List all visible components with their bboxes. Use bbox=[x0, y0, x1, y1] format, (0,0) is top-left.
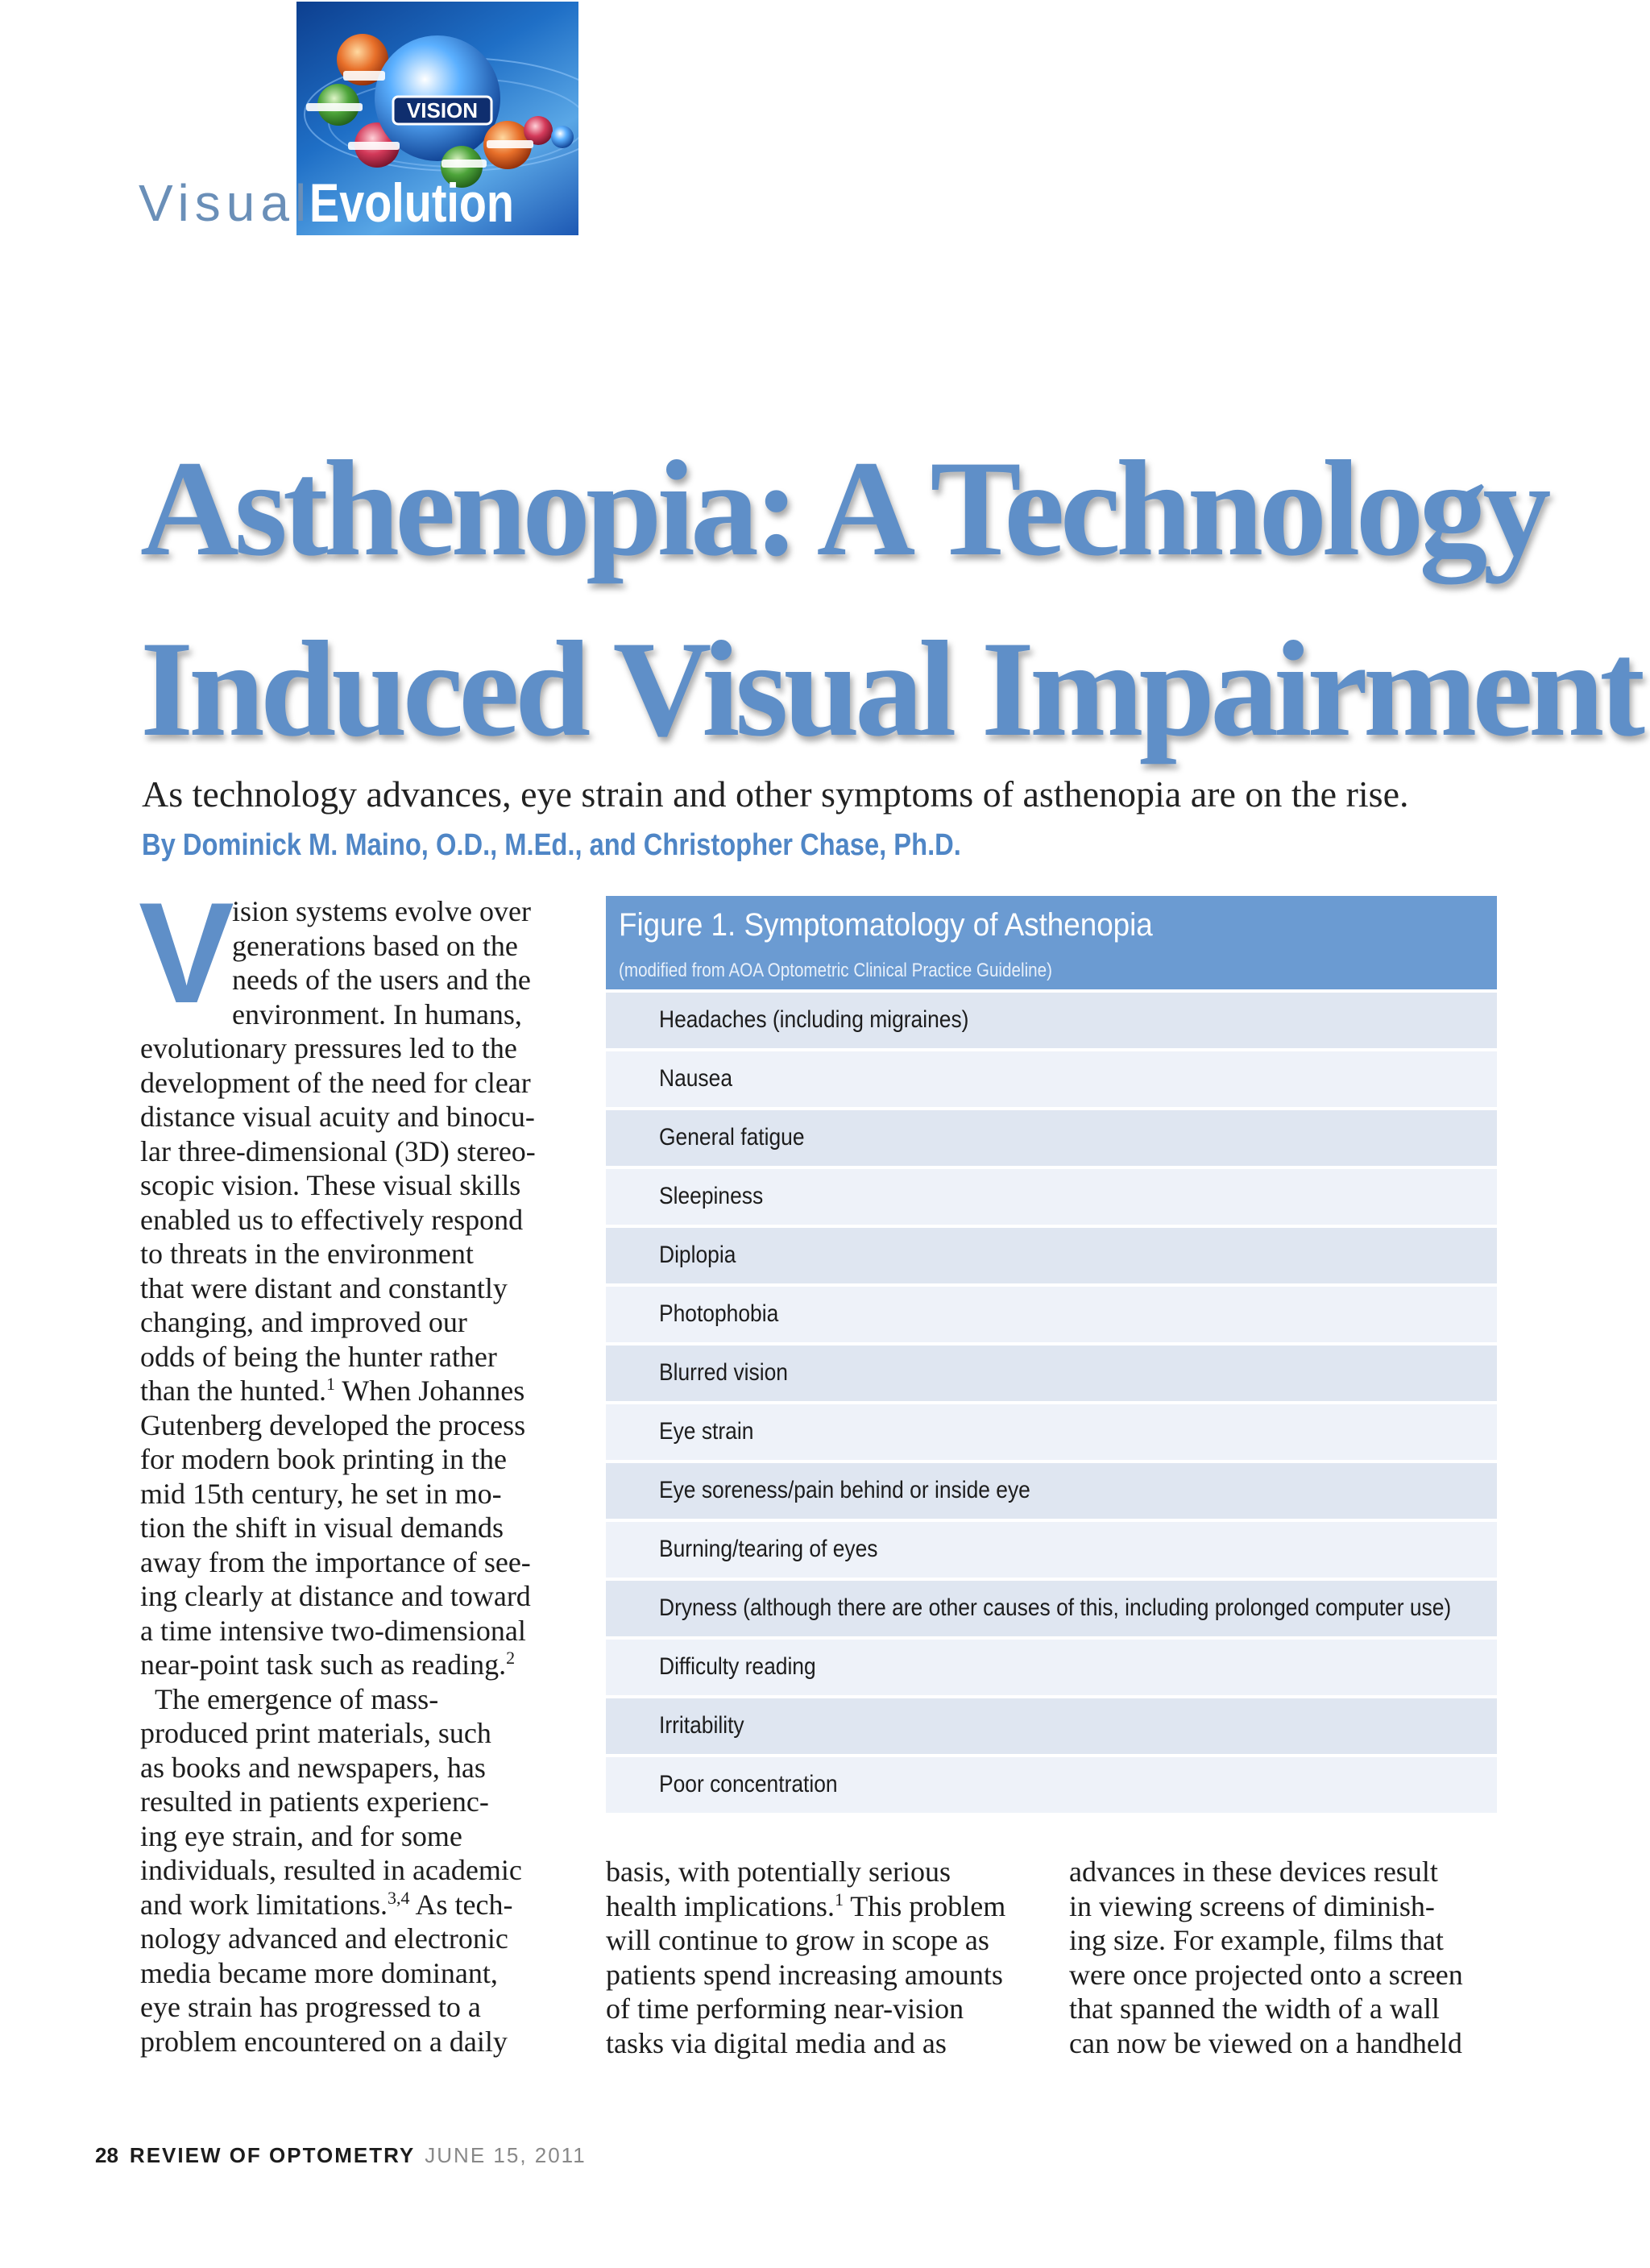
body-text: This problem bbox=[843, 1889, 1006, 1922]
symptom-label: Burning/tearing of eyes bbox=[659, 1536, 878, 1563]
body-text: When Johannes bbox=[334, 1374, 525, 1407]
body-line: away from the importance of see- bbox=[140, 1545, 531, 1578]
symptom-row bbox=[606, 1051, 1497, 1108]
body-line: eye strain has progressed to a bbox=[140, 1991, 481, 2023]
svg-text:VISION: VISION bbox=[406, 98, 479, 122]
article-byline: By Dominick M. Maino, O.D., M.Ed., and Christopher Chase, Ph.D. bbox=[142, 828, 961, 862]
body-line: ing eye strain, and for some bbox=[140, 1819, 462, 1852]
symptom-label: Eye strain bbox=[659, 1418, 754, 1445]
body-text: near-point task such as reading. bbox=[140, 1648, 507, 1681]
body-line: of time performing near-vision bbox=[606, 1992, 964, 2025]
body-column-2 bbox=[606, 1855, 1041, 2060]
symptom-row bbox=[606, 1757, 1497, 1814]
body-line: nology advanced and electronic bbox=[140, 1922, 508, 1955]
body-line: patients spend increasing amounts bbox=[606, 1958, 1003, 1991]
symptom-label: Headaches (including migraines) bbox=[659, 1006, 969, 1034]
body-line: media became more dominant, bbox=[140, 1956, 498, 1989]
body-line: enabled us to effectively respond bbox=[140, 1203, 524, 1236]
body-line: a time intensive two-dimensional bbox=[140, 1614, 526, 1647]
section-label-bold: Evolution bbox=[309, 172, 515, 234]
body-line: that spanned the width of a wall bbox=[1069, 1992, 1440, 2025]
body-line bbox=[606, 1889, 1041, 1924]
body-line: scopic vision. These visual skills bbox=[140, 1169, 521, 1201]
symptom-label: Diplopia bbox=[659, 1242, 736, 1269]
body-line: that were distant and constantly bbox=[140, 1271, 508, 1304]
body-line: odds of being the hunter rather bbox=[140, 1340, 497, 1373]
body-line: changing, and improved our bbox=[140, 1306, 467, 1338]
body-line: produced print materials, such bbox=[140, 1717, 491, 1749]
body-line: ision systems evolve over bbox=[232, 895, 531, 927]
body-line: The emergence of mass- bbox=[140, 1682, 439, 1715]
body-text: health implications. bbox=[606, 1889, 835, 1922]
issue-date: JUNE 15, 2011 bbox=[425, 2143, 587, 2167]
body-line: as books and newspapers, has bbox=[140, 1751, 486, 1784]
body-line: to threats in the environment bbox=[140, 1238, 474, 1270]
drop-cap: V bbox=[139, 873, 234, 1033]
body-text: than the hunted. bbox=[140, 1374, 326, 1407]
symptom-label: Blurred vision bbox=[659, 1359, 788, 1387]
symptom-label: Poor concentration bbox=[659, 1771, 838, 1798]
figure-header bbox=[606, 896, 1497, 989]
body-line: tasks via digital media and as bbox=[606, 2026, 947, 2059]
body-line: ing size. For example, films that bbox=[1069, 1924, 1444, 1956]
dropcap-indented-lines bbox=[140, 894, 567, 1031]
magazine-name: REVIEW OF OPTOMETRY bbox=[129, 2143, 416, 2167]
body-line: tion the shift in visual demands bbox=[140, 1511, 504, 1544]
body-line: mid 15th century, he set in mo- bbox=[140, 1477, 502, 1510]
symptom-label: Photophobia bbox=[659, 1300, 779, 1328]
page-number: 28 bbox=[95, 2143, 118, 2167]
symptom-label: Sleepiness bbox=[659, 1183, 764, 1210]
figure-symptom-box bbox=[606, 896, 1497, 1813]
citation-superscript: 1 bbox=[325, 1374, 335, 1394]
body-line bbox=[140, 1648, 567, 1682]
body-line: ing clearly at distance and toward bbox=[140, 1580, 531, 1612]
body-line: were once projected onto a screen bbox=[1069, 1958, 1463, 1991]
body-line: lar three-dimensional (3D) stereo- bbox=[140, 1134, 536, 1167]
body-line: distance visual acuity and binocu- bbox=[140, 1101, 535, 1133]
body-column-3 bbox=[1069, 1855, 1504, 2060]
figure-title: Figure 1. Symptomatology of Asthenopia bbox=[619, 907, 1153, 943]
symptom-row bbox=[606, 1345, 1497, 1402]
symptom-row bbox=[606, 1404, 1497, 1461]
body-line: can now be viewed on a handheld bbox=[1069, 2026, 1462, 2059]
symptom-row bbox=[606, 1287, 1497, 1343]
citation-superscript: 1 bbox=[834, 1889, 844, 1909]
symptom-row bbox=[606, 993, 1497, 1049]
symptom-label: Eye soreness/pain behind or inside eye bbox=[659, 1477, 1030, 1504]
symptom-label: Irritability bbox=[659, 1712, 744, 1739]
body-line bbox=[140, 1888, 567, 1922]
section-label-light: Visual bbox=[139, 174, 313, 232]
symptom-label: General fatigue bbox=[659, 1124, 805, 1151]
symptom-row bbox=[606, 1581, 1497, 1637]
article-title-line-2: Induced Visual Impairment bbox=[140, 613, 1641, 765]
body-line: advances in these devices result bbox=[1069, 1855, 1438, 1888]
symptom-row bbox=[606, 1522, 1497, 1578]
symptom-label: Difficulty reading bbox=[659, 1653, 816, 1681]
body-text: and work limitations. bbox=[140, 1888, 388, 1921]
body-line: resulted in patients experienc- bbox=[140, 1785, 489, 1818]
citation-superscript: 2 bbox=[506, 1648, 516, 1668]
body-line: generations based on the bbox=[232, 929, 518, 962]
symptom-row bbox=[606, 1640, 1497, 1696]
body-line: in viewing screens of diminish- bbox=[1069, 1889, 1435, 1922]
body-column-1 bbox=[140, 894, 567, 2059]
body-line: development of the need for clear bbox=[140, 1066, 531, 1099]
body-line: individuals, resulted in academic bbox=[140, 1854, 522, 1886]
body-line: basis, with potentially serious bbox=[606, 1855, 951, 1888]
body-line: for modern book printing in the bbox=[140, 1443, 507, 1475]
symptom-label: Dryness (although there are other causes of this, including prolonged computer use) bbox=[659, 1594, 1452, 1622]
body-line: will continue to grow in scope as bbox=[606, 1924, 989, 1956]
symptom-row bbox=[606, 1698, 1497, 1755]
article-title-line-1: Asthenopia: A Technology bbox=[140, 433, 1547, 584]
body-line: problem encountered on a daily bbox=[140, 2025, 508, 2058]
symptom-row bbox=[606, 1463, 1497, 1520]
article-deck: As technology advances, eye strain and other symptoms of asthenopia are on the rise. bbox=[142, 773, 1409, 815]
body-line: environment. In humans, bbox=[232, 997, 522, 1030]
citation-superscript: 3,4 bbox=[387, 1887, 410, 1908]
body-line: Gutenberg developed the process bbox=[140, 1408, 526, 1441]
body-line bbox=[140, 1374, 567, 1408]
figure-subtitle: (modified from AOA Optometric Clinical Practice Guideline) bbox=[619, 960, 1052, 981]
body-line: needs of the users and the bbox=[232, 964, 531, 996]
symptom-row bbox=[606, 1228, 1497, 1284]
body-text: As tech- bbox=[409, 1888, 513, 1921]
symptom-label: Nausea bbox=[659, 1065, 732, 1093]
symptom-row bbox=[606, 1110, 1497, 1167]
page-footer bbox=[95, 2142, 587, 2169]
body-line: evolutionary pressures led to the bbox=[140, 1032, 517, 1064]
symptom-row bbox=[606, 1169, 1497, 1225]
